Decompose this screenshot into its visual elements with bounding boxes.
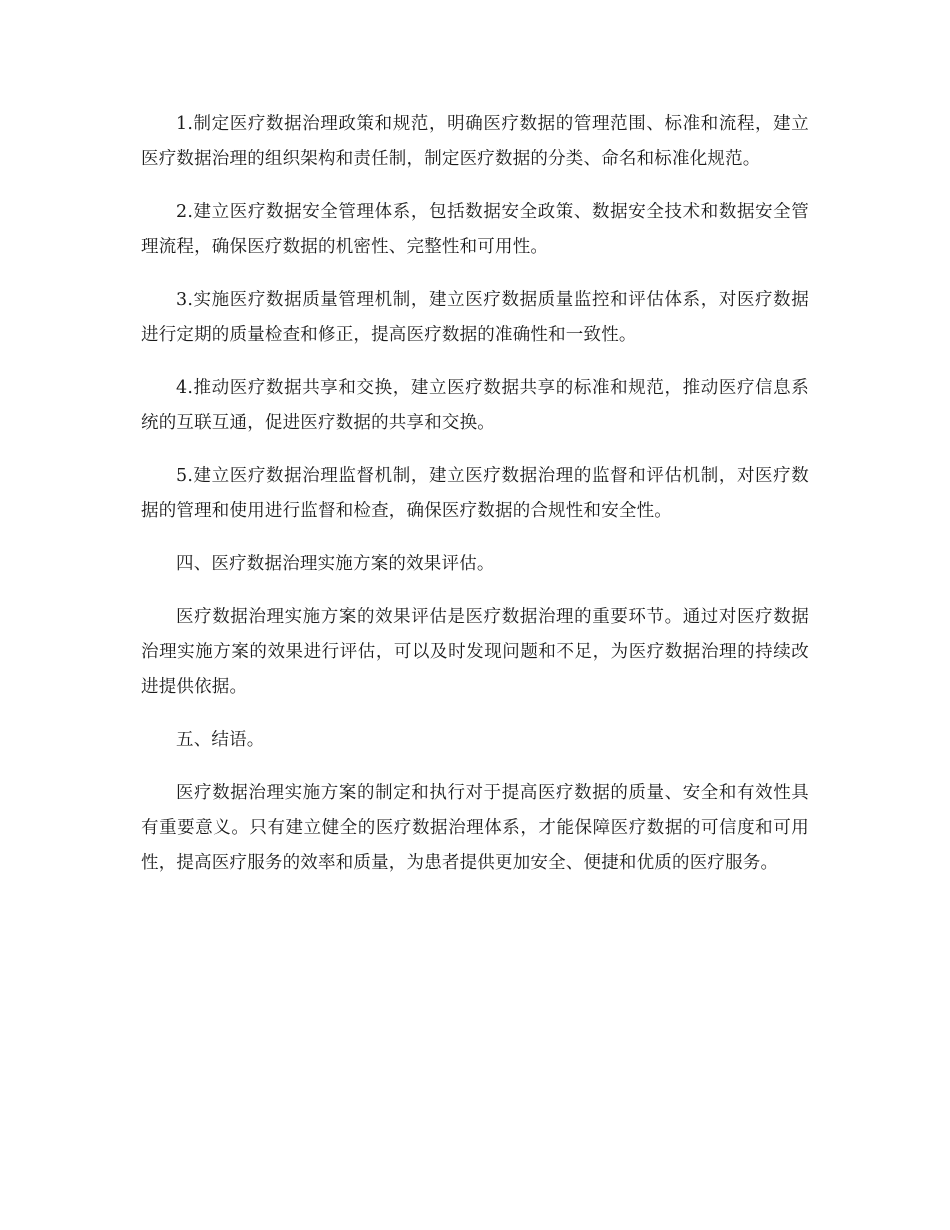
paragraph-evaluation: 医疗数据治理实施方案的效果评估是医疗数据治理的重要环节。通过对医疗数据治理实施方案的效果进行评估，可以及时发现问题和不足，为医疗数据治理的持续改进提供依据。 [141, 607, 809, 697]
section-heading-evaluation: 四、医疗数据治理实施方案的效果评估。 [176, 554, 495, 574]
paragraph-conclusion: 医疗数据治理实施方案的制定和执行对于提高医疗数据的质量、安全和有效性具有重要意义。只有建立健全的医疗数据治理体系，才能保障医疗数据的可信度和可用性，提高医疗服务的效率和质量，为患者提供更加安全、便捷和优质的医疗服务。 [141, 783, 809, 873]
paragraph-item-4: 4.推动医疗数据共享和交换，建立医疗数据共享的标准和规范，推动医疗信息系统的互联互通，促进医疗数据的共享和交换。 [141, 378, 809, 433]
document-body [141, 107, 809, 899]
section-heading-conclusion: 五、结语。 [176, 730, 265, 750]
paragraph-item-3: 3.实施医疗数据质量管理机制，建立医疗数据质量监控和评估体系，对医疗数据进行定期的质量检查和修正，提高医疗数据的准确性和一致性。 [141, 290, 809, 345]
paragraph-item-1: 1.制定医疗数据治理政策和规范，明确医疗数据的管理范围、标准和流程，建立医疗数据治理的组织架构和责任制，制定医疗数据的分类、命名和标准化规范。 [141, 114, 809, 169]
paragraph-item-5: 5.建立医疗数据治理监督机制，建立医疗数据治理的监督和评估机制，对医疗数据的管理和使用进行监督和检查，确保医疗数据的合规性和安全性。 [141, 466, 809, 521]
paragraph-item-2: 2.建立医疗数据安全管理体系，包括数据安全政策、数据安全技术和数据安全管理流程，确保医疗数据的机密性、完整性和可用性。 [141, 202, 809, 257]
